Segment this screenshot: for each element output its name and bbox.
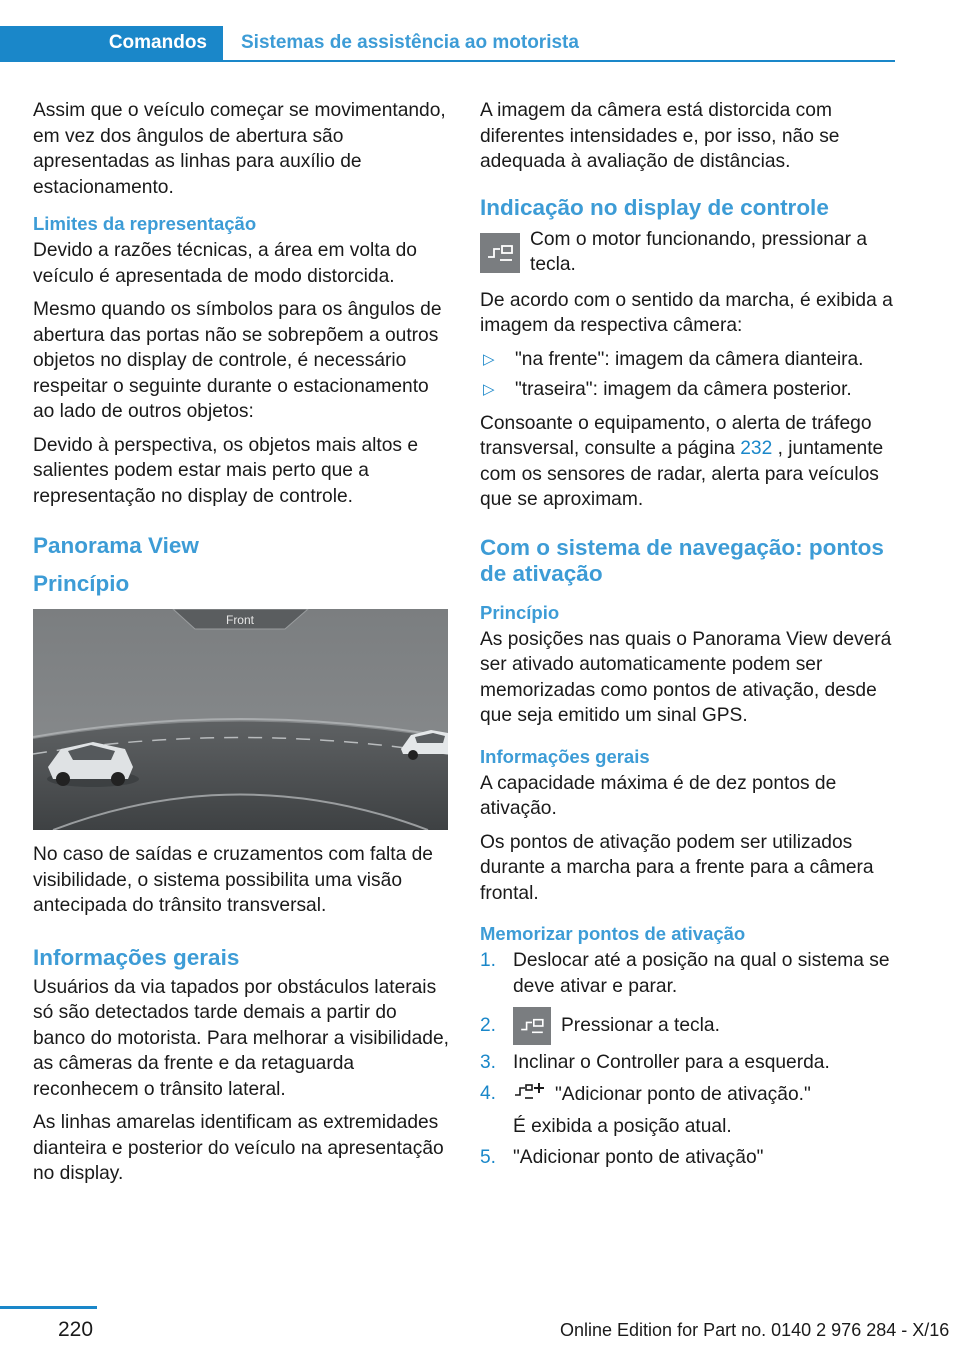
left-column [33, 98, 451, 1195]
paragraph: De acordo com o sentido da marcha, é exibida a imagem da respectiva câmera: [480, 289, 893, 336]
paragraph: Devido à perspectiva, os objetos mais altos e salientes podem estar mais perto que a representação no display de controle. [33, 434, 419, 507]
paragraph: Usuários da via tapados por obstáculos laterais só são detectados tarde demais a partir do banco do motorista. Para melhorar a visibilidade, as câmeras da frente e da retaguarda reconhecem o trânsito lateral. [33, 976, 449, 1100]
list-item: ▷ "na frente": imagem da câmera dianteira. [483, 348, 864, 370]
right-column [480, 98, 895, 1175]
camera-key-instruction [480, 227, 895, 278]
section-tab: Comandos [0, 26, 223, 60]
edition-text: Online Edition for Part no. 0140 2 976 284 - X/16 [560, 1320, 950, 1340]
camera-list [480, 347, 895, 403]
list-item: 3. Inclinar o Controller para a esquerda. [480, 1052, 830, 1073]
page-number: 220 [58, 1318, 94, 1341]
page-link[interactable]: 232 [740, 438, 773, 459]
heading-limits: Limites da representação [33, 213, 257, 234]
header-rule [0, 60, 895, 62]
add-point-icon [513, 1081, 545, 1109]
paragraph: No caso de saídas e cruzamentos com falta de visibilidade, o sistema possibilita uma visão antecipada do trânsito transversal. [33, 844, 433, 916]
heading-general-info: Informações gerais [480, 745, 650, 767]
heading-display: Indicação no display de controle [480, 194, 829, 220]
heading-navigation: Com o sistema de navegação: pontos de ativação [480, 534, 884, 586]
paragraph: Assim que o veículo começar se movimentando, em vez dos ângulos de abertura são apresentadas as linhas para auxílio de estacionamento. [33, 100, 446, 198]
chapter-title: Sistemas de assistência ao motorista [241, 32, 579, 53]
front-label: Front [225, 613, 255, 627]
list-item: 4. "Adicionar ponto de ativação." É exibida a posição atual. [480, 1082, 811, 1137]
paragraph: A imagem da câmera está distorcida com diferentes intensidades e, por isso, não se adequada à avaliação de distâncias. [480, 100, 840, 172]
camera-button-icon [480, 233, 520, 273]
list-item: 2. Pressionar a tecla. [480, 1007, 895, 1045]
paragraph: Os pontos de ativação podem ser utilizados durante a marcha para a frente para a câmera frontal. [480, 831, 874, 904]
paragraph: Mesmo quando os símbolos para os ângulos de abertura das portas não se sobrepõem a outros objetos no display de controle, é necessário respeitar o seguinte durante o estacionamento ao lado de outros objetos: [33, 299, 442, 422]
footer-rule [0, 1306, 97, 1309]
list-item: 5. "Adicionar ponto de ativação" [480, 1146, 764, 1168]
paragraph: Devido a razões técnicas, a área em volta do veículo é apresentada de modo distorcida. [33, 240, 417, 287]
road-illustration [33, 609, 448, 830]
paragraph: A capacidade máxima é de dez pontos de ativação. [480, 772, 837, 819]
heading-principle: Princípio [480, 601, 560, 623]
key-text: Com o motor funcionando, pressionar a tecla. [530, 228, 868, 275]
panorama-view-image [33, 609, 448, 830]
page-header [0, 26, 895, 62]
heading-panorama-view: Panorama View [33, 533, 199, 558]
heading-memorize: Memorizar pontos de ativação [480, 923, 746, 944]
paragraph: As linhas amarelas identificam as extremidades dianteira e posterior do veículo na apresentação no display. [33, 1112, 444, 1184]
heading-general-info: Informações gerais [33, 944, 240, 970]
list-item: ▷ "traseira": imagem da câmera posterior. [483, 379, 852, 400]
heading-principle: Princípio [33, 571, 130, 596]
camera-button-icon [513, 1007, 551, 1045]
list-item: 1. Deslocar até a posição na qual o sistema se deve ativar e parar. [480, 950, 890, 997]
steps-list [480, 948, 895, 1170]
paragraph: As posições nas quais o Panorama View deverá ser ativado automaticamente podem ser memorizadas como pontos de ativação, desde que seja emitido um sinal GPS. [480, 628, 892, 726]
paragraph: Consoante o equipamento, o alerta de tráfego transversal, consulte a página 232 , juntamente com os sensores de radar, alerta para veículos que se aproximam. [480, 412, 884, 510]
